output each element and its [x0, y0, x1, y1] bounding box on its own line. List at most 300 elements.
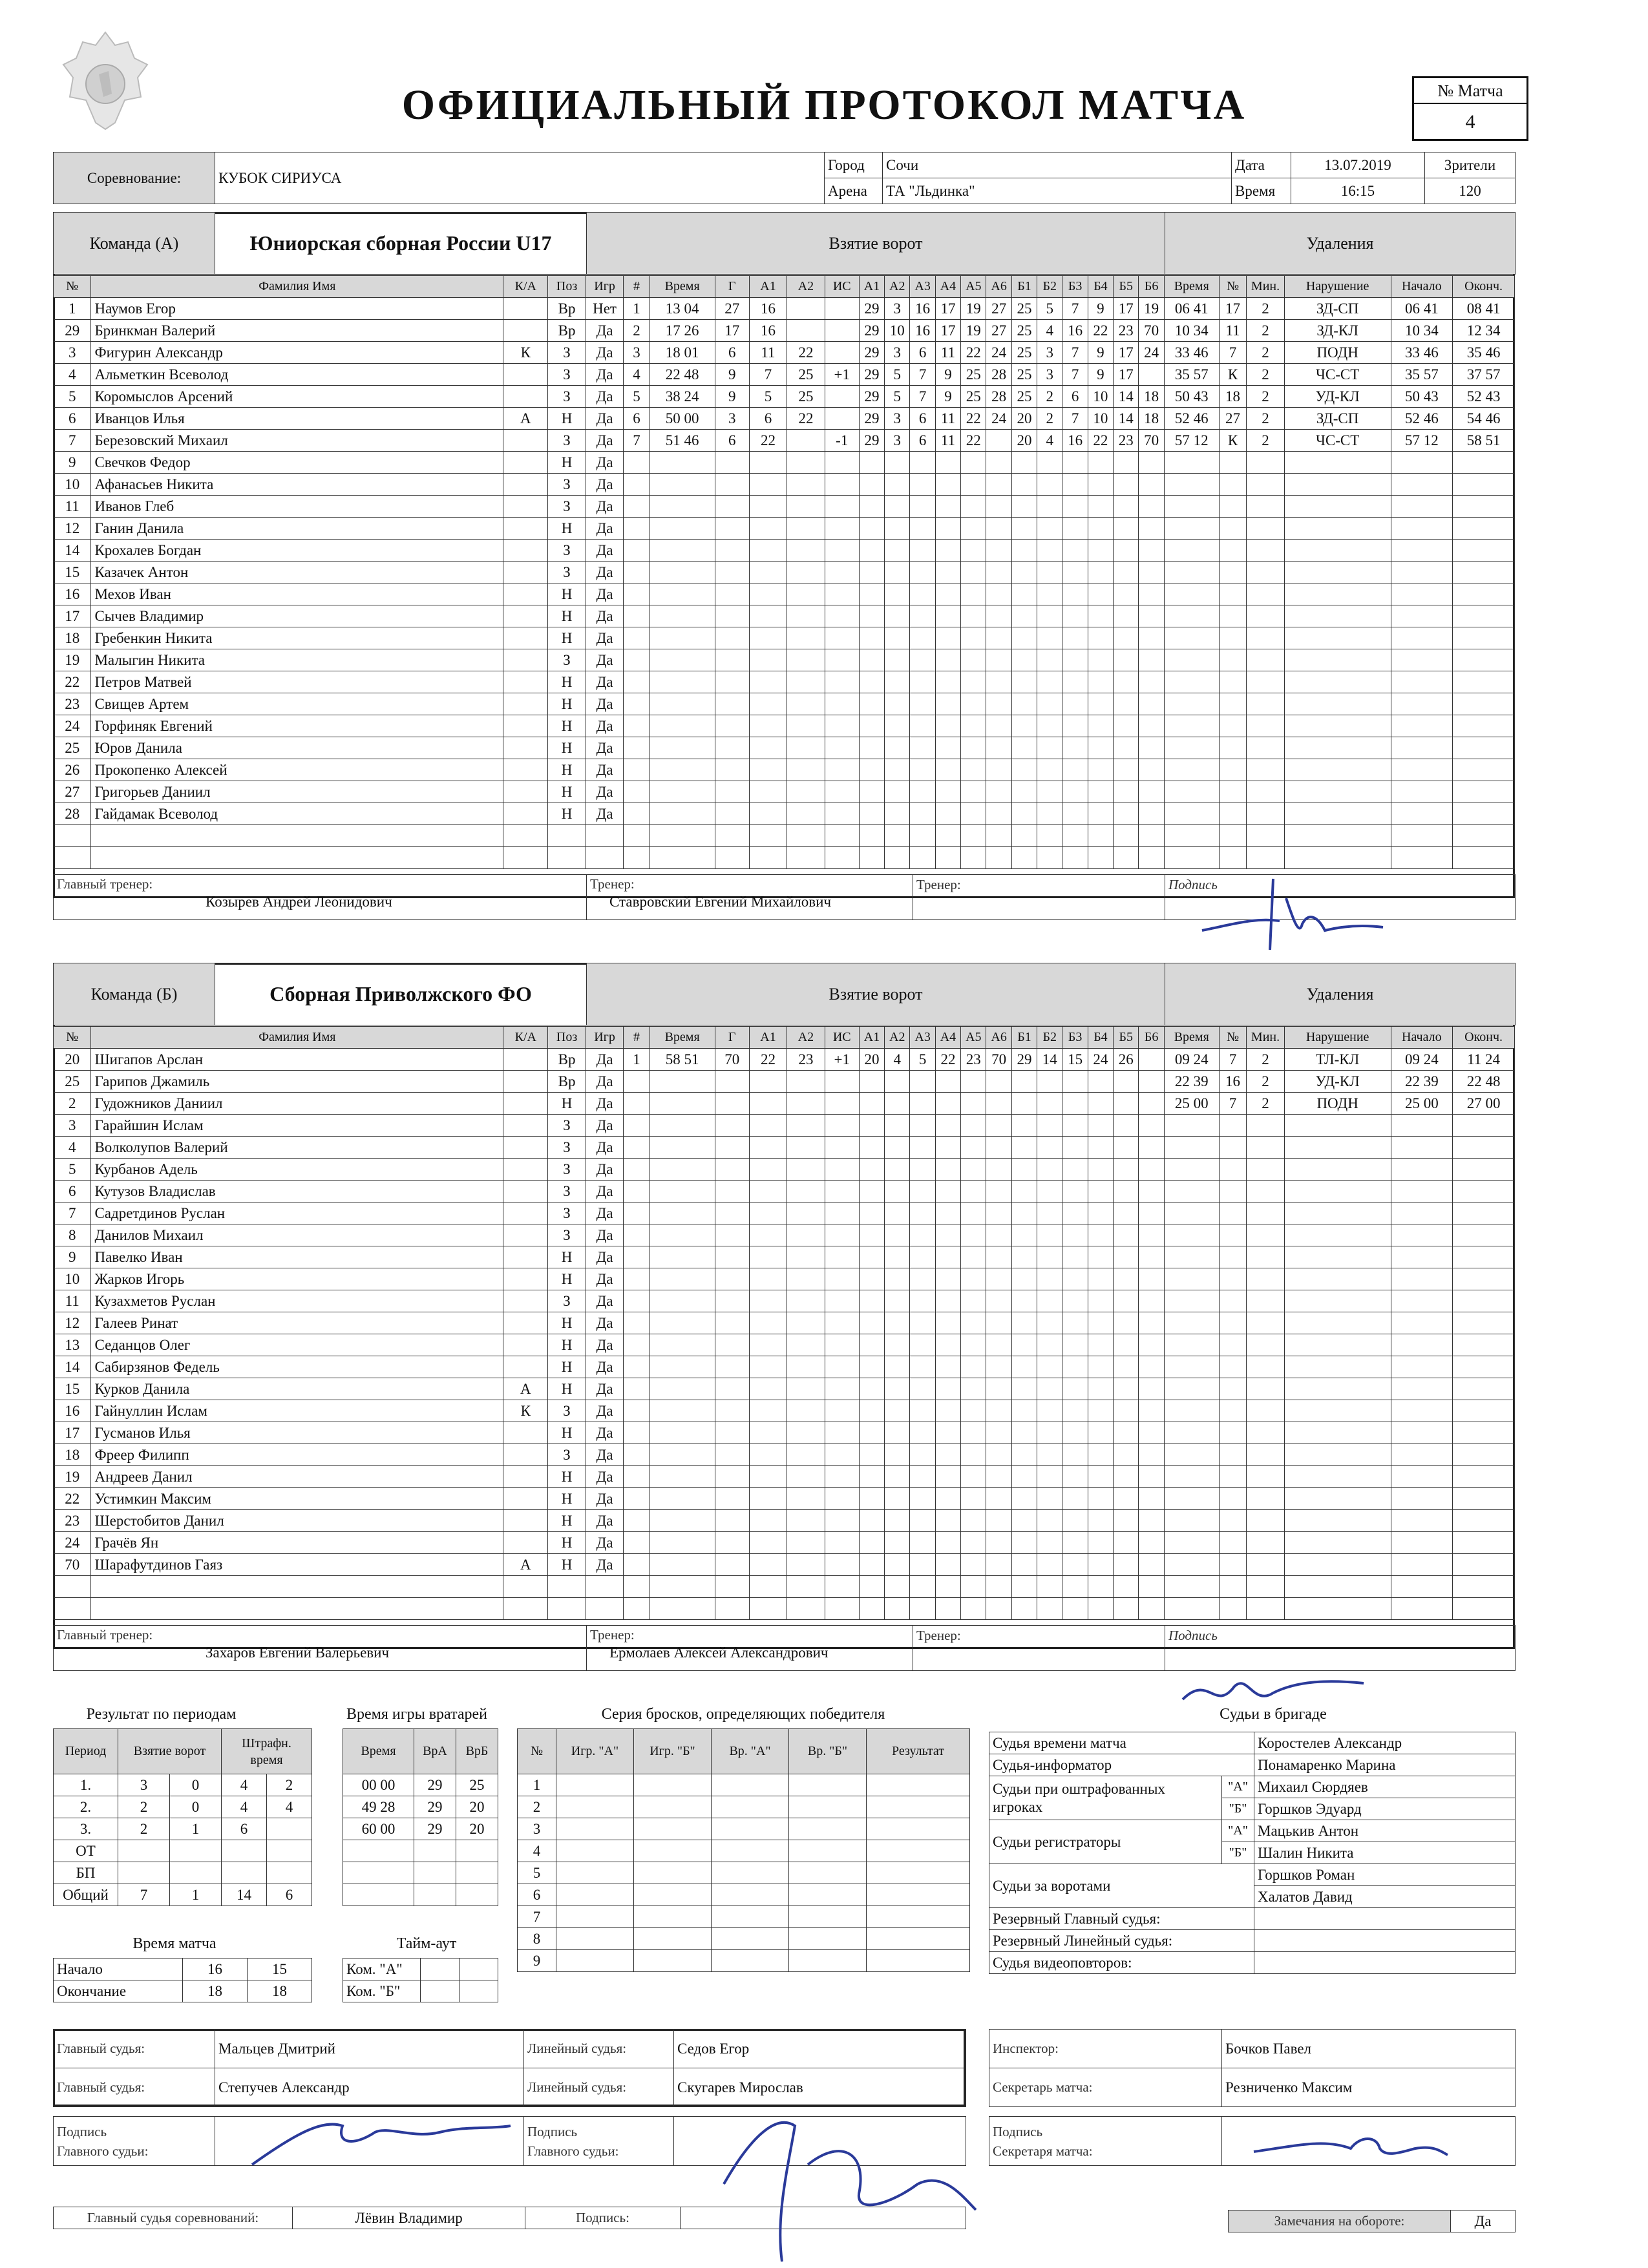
player-play: Да — [586, 1049, 623, 1071]
main-referee-1: Мальцев Дмитрий — [215, 2030, 524, 2068]
player-pos: Н — [548, 715, 586, 737]
player-pos: Н — [548, 693, 586, 715]
table-row — [518, 1818, 970, 1840]
on-ice-a: 29 — [859, 298, 884, 320]
coach2-label: Тренер: — [913, 875, 1165, 920]
penalty-end: 35 46 — [1453, 342, 1515, 364]
player-pos: Н — [548, 1312, 586, 1334]
player-play: Да — [586, 1422, 623, 1444]
col-on-a: А4 — [935, 1027, 960, 1049]
player-pos: Н — [548, 781, 586, 803]
player-ka — [503, 1268, 548, 1290]
player-ka — [503, 671, 548, 693]
player-ka — [503, 364, 548, 386]
penalty-end: 27 00 — [1453, 1093, 1515, 1115]
goalie-t: 60 00 — [343, 1818, 414, 1840]
player-ka — [503, 1422, 548, 1444]
line-referee-1: Седов Егор — [674, 2030, 966, 2068]
on-ice-a: 29 — [859, 408, 884, 430]
on-ice-b: 17 — [1114, 364, 1139, 386]
table-row — [54, 562, 1515, 583]
player-pos: Вр — [548, 1071, 586, 1093]
on-ice-b: 18 — [1139, 408, 1164, 430]
on-ice-b: 26 — [1114, 1049, 1139, 1071]
goal-assist-1: 16 — [749, 298, 787, 320]
player-ka — [503, 1224, 548, 1246]
team_a-goals-title: Взятие ворот — [587, 213, 1165, 275]
player-play: Да — [586, 1510, 623, 1532]
line-referee-label: Линейный судья: — [524, 2030, 674, 2068]
timeout-title: Тайм-аут — [396, 1935, 457, 1952]
period-pa: 14 — [222, 1884, 267, 1906]
player-pos: З — [548, 364, 586, 386]
match-start-hour: 16 — [183, 1958, 248, 1980]
col-on-a: А6 — [986, 276, 1011, 298]
goal-assist-1: 6 — [749, 408, 787, 430]
table-row — [54, 1115, 1515, 1137]
goalie-b — [456, 1884, 498, 1906]
team_a-label: Команда (А) — [54, 213, 215, 275]
player-play: Да — [586, 671, 623, 693]
col-pe: Оконч. — [1453, 1027, 1515, 1049]
goal-time: 17 26 — [650, 320, 715, 342]
player-name: Горфиняк Евгений — [91, 715, 503, 737]
main-referee-label: Главный судья: — [54, 2030, 215, 2068]
player-number: 5 — [54, 386, 91, 408]
player-ka — [503, 693, 548, 715]
player-number: 5 — [54, 1159, 91, 1181]
table-row — [54, 693, 1515, 715]
col-on-a: А3 — [910, 1027, 935, 1049]
on-ice-b: 25 — [1011, 364, 1037, 386]
player-number: 23 — [54, 693, 91, 715]
team_b-goals-title: Взятие ворот — [587, 963, 1165, 1025]
coach-sign-label: Подпись — [1165, 1626, 1516, 1671]
col-on-a: А3 — [910, 276, 935, 298]
on-ice-a: 17 — [935, 320, 960, 342]
shootout-title: Серия бросков, определяющих победителя — [601, 1706, 885, 1723]
table-row — [54, 1356, 1515, 1378]
col-on-a: А5 — [961, 276, 986, 298]
shootout-n: 4 — [518, 1840, 556, 1862]
player-name: Данилов Михаил — [91, 1224, 503, 1246]
player-number: 1 — [54, 298, 91, 320]
main-referee-2: Степучев Александр — [215, 2068, 524, 2107]
player-number: 11 — [54, 1290, 91, 1312]
goal-assist-2: 22 — [787, 408, 825, 430]
player-number: 22 — [54, 1488, 91, 1510]
player-pos: З — [548, 1400, 586, 1422]
penalty-time: 35 57 — [1164, 364, 1219, 386]
head-coach: Захаров Евгений Валерьевич — [206, 1644, 390, 1661]
player-play: Да — [586, 803, 623, 825]
goal-assist-1: 11 — [749, 342, 787, 364]
table-row — [518, 1906, 970, 1928]
table-row — [54, 1532, 1515, 1554]
player-play: Да — [586, 1181, 623, 1202]
player-number: 26 — [54, 759, 91, 781]
date-label: Дата — [1232, 152, 1291, 178]
penalty-time: 33 46 — [1164, 342, 1219, 364]
player-ka — [503, 1444, 548, 1466]
penalty-minutes: 2 — [1247, 430, 1284, 452]
player-play: Да — [586, 1378, 623, 1400]
player-ka — [503, 649, 548, 671]
penalty-end: 37 57 — [1453, 364, 1515, 386]
player-pos: Н — [548, 671, 586, 693]
player-name: Бринкман Валерий — [91, 320, 503, 342]
table-row — [343, 1862, 498, 1884]
table-row — [54, 1862, 312, 1884]
goalie-t: 49 28 — [343, 1796, 414, 1818]
penalty-minutes: 2 — [1247, 1071, 1284, 1093]
table-row — [54, 1422, 1515, 1444]
time-label: Время — [1232, 178, 1291, 204]
goal-number: 3 — [624, 342, 650, 364]
on-ice-a: 29 — [859, 342, 884, 364]
table-row — [518, 1796, 970, 1818]
col-num: № — [54, 1027, 91, 1049]
player-pos: Н — [548, 1334, 586, 1356]
player-pos: З — [548, 430, 586, 452]
info-judge-label: Судья-информатор — [989, 1754, 1254, 1776]
player-name: Петров Матвей — [91, 671, 503, 693]
table-row — [54, 627, 1515, 649]
player-name: Малыгин Никита — [91, 649, 503, 671]
on-ice-a: 20 — [859, 1049, 884, 1071]
player-pos: З — [548, 1115, 586, 1137]
table-row — [54, 1840, 312, 1862]
player-play: Да — [586, 474, 623, 496]
player-pos: Н — [548, 583, 586, 605]
remarks-value: Да — [1451, 2210, 1516, 2232]
penalty-violation: ЗД-КЛ — [1284, 320, 1391, 342]
player-name: Гудожников Даниил — [91, 1093, 503, 1115]
on-ice-a: 25 — [961, 386, 986, 408]
penalty-end: 22 48 — [1453, 1071, 1515, 1093]
penalty-minutes: 2 — [1247, 1049, 1284, 1071]
coach-label: Тренер: — [590, 1627, 635, 1643]
col-a2: А2 — [787, 1027, 825, 1049]
on-ice-a: 6 — [910, 408, 935, 430]
goalie-t: 00 00 — [343, 1774, 414, 1796]
officials-table — [989, 1732, 1516, 1974]
player-name: Гайнуллин Ислам — [91, 1400, 503, 1422]
on-ice-b: 19 — [1139, 298, 1164, 320]
table-row — [518, 1840, 970, 1862]
player-number: 10 — [54, 474, 91, 496]
col-on-a: А5 — [961, 1027, 986, 1049]
player-ka — [503, 1510, 548, 1532]
on-ice-b: 2 — [1037, 408, 1062, 430]
main-referee-label-2: Главный судья: — [54, 2068, 215, 2107]
period-pb: 2 — [267, 1774, 312, 1796]
on-ice-a: 27 — [986, 298, 1011, 320]
period-p: ОТ — [54, 1840, 118, 1862]
reg-b-tag: "Б" — [1222, 1842, 1254, 1864]
timeout-b-label: Ком. "Б" — [343, 1980, 421, 2002]
on-ice-a: 3 — [885, 430, 910, 452]
player-number: 6 — [54, 1181, 91, 1202]
player-number: 8 — [54, 1224, 91, 1246]
player-name: Березовский Михаил — [91, 430, 503, 452]
table-row — [54, 1290, 1515, 1312]
table-row — [54, 1818, 312, 1840]
player-ka — [503, 1071, 548, 1093]
col-ka: К/А — [503, 276, 548, 298]
period-pa — [222, 1840, 267, 1862]
table-row — [343, 1884, 498, 1906]
player-play: Да — [586, 627, 623, 649]
penalty-violation: ПОДН — [1284, 342, 1391, 364]
player-play: Да — [586, 1202, 623, 1224]
goal-assist-2: 25 — [787, 386, 825, 408]
col-on-a: А2 — [885, 1027, 910, 1049]
head-coach: Козырев Андрей Леонидович — [206, 894, 392, 910]
match-end-min: 18 — [248, 1980, 312, 2002]
period-pb — [267, 1818, 312, 1840]
player-ka — [503, 386, 548, 408]
on-ice-b: 20 — [1011, 408, 1037, 430]
goal-judge-2: Халатов Давид — [1254, 1886, 1516, 1908]
goal-number: 5 — [624, 386, 650, 408]
player-ka — [503, 1115, 548, 1137]
on-ice-a: 10 — [885, 320, 910, 342]
col-gn: # — [624, 1027, 650, 1049]
match-start-min: 15 — [248, 1958, 312, 1980]
time-judge: Коростелев Александр — [1254, 1732, 1516, 1754]
penalty-violation: ЗД-СП — [1284, 408, 1391, 430]
shootout-n: 9 — [518, 1950, 556, 1972]
col-on-a: А2 — [885, 276, 910, 298]
goal-situation — [825, 342, 859, 364]
player-number: 18 — [54, 1444, 91, 1466]
player-pos: З — [548, 562, 586, 583]
penalty-start: 35 57 — [1391, 364, 1453, 386]
on-ice-a: 29 — [859, 430, 884, 452]
head-coach-label: Главный тренер: — [57, 1627, 153, 1643]
penalty-start: 06 41 — [1391, 298, 1453, 320]
info-judge: Понамаренко Марина — [1254, 1754, 1516, 1776]
on-ice-a: 6 — [910, 342, 935, 364]
player-name: Седанцов Олег — [91, 1334, 503, 1356]
player-play: Да — [586, 583, 623, 605]
on-ice-a: 24 — [986, 408, 1011, 430]
team_b-grid — [53, 1026, 1515, 1620]
match-end-label: Окончание — [54, 1980, 183, 2002]
table-row — [54, 408, 1515, 430]
player-number: 19 — [54, 649, 91, 671]
on-ice-a: 22 — [961, 408, 986, 430]
player-name: Гусманов Илья — [91, 1422, 503, 1444]
shootout-h_va: Вр. "А" — [712, 1729, 789, 1774]
player-pos: Н — [548, 627, 586, 649]
player-number: 25 — [54, 1071, 91, 1093]
player-pos: Н — [548, 1378, 586, 1400]
player-number: 14 — [54, 1356, 91, 1378]
on-ice-a: 29 — [859, 364, 884, 386]
on-ice-b: 2 — [1037, 386, 1062, 408]
period-goals-header: Взятие ворот — [118, 1729, 222, 1774]
on-ice-a: 5 — [910, 1049, 935, 1071]
reserve-line-label: Резервный Линейный судья: — [989, 1930, 1254, 1952]
col-on-b: Б6 — [1139, 1027, 1164, 1049]
table-row — [54, 715, 1515, 737]
gt-a-header: ВрА — [414, 1729, 456, 1774]
on-ice-a: 22 — [935, 1049, 960, 1071]
col-on-a: А1 — [859, 276, 884, 298]
player-play: Да — [586, 320, 623, 342]
on-ice-b: 70 — [1139, 430, 1164, 452]
player-name: Свечков Федор — [91, 452, 503, 474]
period-pen-header: Штрафн. время — [222, 1729, 312, 1774]
player-name: Коромыслов Арсений — [91, 386, 503, 408]
secretary-word: Секретаря матча: — [993, 2143, 1093, 2159]
player-number: 17 — [54, 1422, 91, 1444]
player-play: Да — [586, 1246, 623, 1268]
coach: Ставровский Евгений Михайлович — [609, 894, 832, 910]
goal-time: 58 51 — [650, 1049, 715, 1071]
secretary: Резниченко Максим — [1222, 2068, 1516, 2107]
period-p: 2. — [54, 1796, 118, 1818]
player-pos: Н — [548, 737, 586, 759]
on-ice-b: 24 — [1139, 342, 1164, 364]
arena-label: Арена — [825, 178, 883, 204]
player-number: 12 — [54, 1312, 91, 1334]
on-ice-b: 25 — [1011, 320, 1037, 342]
penalty-violation: ЧС-СТ — [1284, 364, 1391, 386]
shootout-n: 2 — [518, 1796, 556, 1818]
player-ka — [503, 1290, 548, 1312]
penalty-minutes: 2 — [1247, 342, 1284, 364]
col-pos: Поз — [548, 276, 586, 298]
player-name: Кутузов Владислав — [91, 1181, 503, 1202]
on-ice-b: 25 — [1011, 298, 1037, 320]
player-ka — [503, 1532, 548, 1554]
signature-coach-b — [1176, 1661, 1370, 1719]
goalie-time-title: Время игры вратарей — [346, 1706, 487, 1723]
penalty-player: 11 — [1219, 320, 1247, 342]
on-ice-b: 16 — [1062, 430, 1088, 452]
col-on-b: Б4 — [1088, 1027, 1113, 1049]
goalie-a — [414, 1840, 456, 1862]
period-pb — [267, 1862, 312, 1884]
player-play: Да — [586, 693, 623, 715]
penalty-start: 22 39 — [1391, 1071, 1453, 1093]
on-ice-a: 16 — [910, 320, 935, 342]
on-ice-a: 19 — [961, 320, 986, 342]
player-pos: Н — [548, 1488, 586, 1510]
period-p: Общий — [54, 1884, 118, 1906]
col-ps: Начало — [1391, 276, 1453, 298]
goal-number: 4 — [624, 364, 650, 386]
player-name: Гребенкин Никита — [91, 627, 503, 649]
on-ice-b: 20 — [1011, 430, 1037, 452]
table-row — [54, 1378, 1515, 1400]
player-name: Жарков Игорь — [91, 1268, 503, 1290]
penalty-time: 57 12 — [1164, 430, 1219, 452]
goal-situation: -1 — [825, 430, 859, 452]
player-pos: Н — [548, 518, 586, 540]
period-ga: 7 — [118, 1884, 170, 1906]
player-pos: З — [548, 1137, 586, 1159]
coach: Ермолаев Алексей Александрович — [609, 1644, 829, 1661]
player-number: 4 — [54, 1137, 91, 1159]
match-number-label: № Матча — [1414, 78, 1527, 104]
spectators-label: Зрители — [1425, 152, 1516, 178]
col-gg: Г — [715, 276, 749, 298]
period-gb: 1 — [170, 1884, 222, 1906]
table-row — [518, 1862, 970, 1884]
player-ka — [503, 1246, 548, 1268]
player-pos: Н — [548, 1510, 586, 1532]
player-name: Курбанов Адель — [91, 1159, 503, 1181]
player-name: Мехов Иван — [91, 583, 503, 605]
competition-label: Соревнование: — [54, 152, 215, 204]
player-name: Гарайшин Ислам — [91, 1115, 503, 1137]
period-pa: 4 — [222, 1796, 267, 1818]
table-row — [54, 737, 1515, 759]
inspector-table — [989, 2029, 1516, 2107]
col-a1: А1 — [749, 1027, 787, 1049]
player-number: 7 — [54, 430, 91, 452]
document-title: ОФИЦИАЛЬНЫЙ ПРОТОКОЛ МАТЧА — [401, 81, 1247, 129]
on-ice-b — [1139, 1049, 1164, 1071]
table-row — [518, 1950, 970, 1972]
goal-assist-1: 16 — [749, 320, 787, 342]
player-name: Павелко Иван — [91, 1246, 503, 1268]
player-number: 9 — [54, 452, 91, 474]
table-row — [54, 1093, 1515, 1115]
goal-scorer: 27 — [715, 298, 749, 320]
table-row — [54, 496, 1515, 518]
goalie-b — [456, 1862, 498, 1884]
shootout-n: 8 — [518, 1928, 556, 1950]
penalty-time: 09 24 — [1164, 1049, 1219, 1071]
player-ka — [503, 1312, 548, 1334]
player-name: Казачек Антон — [91, 562, 503, 583]
sign-word-2: Подпись — [527, 2123, 578, 2139]
player-ka: К — [503, 1400, 548, 1422]
player-ka — [503, 605, 548, 627]
team_a-name: Юниорская сборная России U17 — [215, 213, 587, 275]
penalty-start: 10 34 — [1391, 320, 1453, 342]
on-ice-a: 11 — [935, 408, 960, 430]
player-number: 12 — [54, 518, 91, 540]
match-start-label: Начало — [54, 1958, 183, 1980]
period-pa: 6 — [222, 1818, 267, 1840]
on-ice-a: 28 — [986, 386, 1011, 408]
player-number: 14 — [54, 540, 91, 562]
on-ice-a: 70 — [986, 1049, 1011, 1071]
table-row — [54, 452, 1515, 474]
player-ka — [503, 562, 548, 583]
goal-assist-2: 25 — [787, 364, 825, 386]
player-ka — [503, 1488, 548, 1510]
player-ka — [503, 430, 548, 452]
on-ice-b: 9 — [1088, 298, 1113, 320]
player-number: 15 — [54, 562, 91, 583]
player-ka — [503, 298, 548, 320]
player-play: Да — [586, 1554, 623, 1576]
chief-referee: Лёвин Владимир — [293, 2207, 525, 2229]
player-play: Да — [586, 540, 623, 562]
penalty-end: 58 51 — [1453, 430, 1515, 452]
player-name: Волколупов Валерий — [91, 1137, 503, 1159]
player-number: 3 — [54, 1115, 91, 1137]
player-name: Крохалев Богдан — [91, 540, 503, 562]
period-ga: 2 — [118, 1818, 170, 1840]
